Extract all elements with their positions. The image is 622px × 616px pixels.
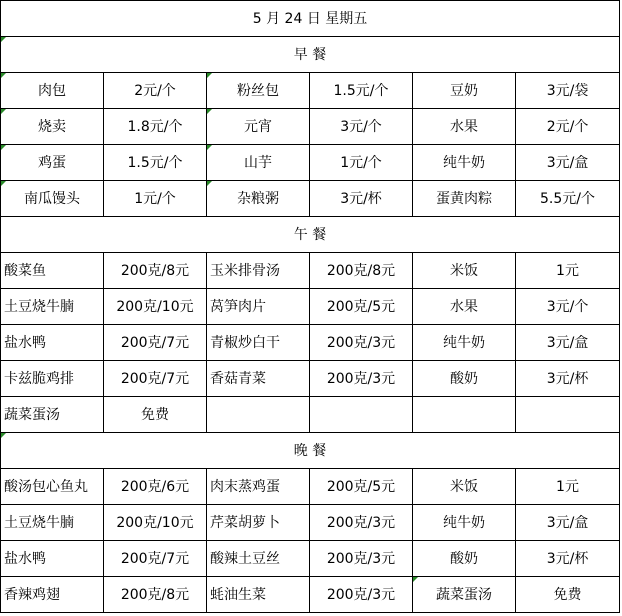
item-price: 200克/7元 [104,361,207,397]
item-price: 5.5元/个 [516,181,620,217]
item-name: 纯牛奶 [413,505,516,541]
item-name: 玉米排骨汤 [207,253,310,289]
item-price: 2元/个 [516,109,620,145]
item-price: 3元/杯 [516,361,620,397]
item-price: 1元/个 [104,181,207,217]
table-row [1,469,620,505]
item-name: 酸菜鱼 [1,253,104,289]
item-name: 蔬菜蛋汤 [1,397,104,433]
item-name: 鸡蛋 [1,145,104,181]
item-price: 200克/3元 [310,577,413,613]
table-row [1,577,620,613]
item-price [516,397,620,433]
item-price: 200克/3元 [310,505,413,541]
item-price: 3元/杯 [516,541,620,577]
item-name: 芹菜胡萝卜 [207,505,310,541]
item-name: 酸奶 [413,541,516,577]
item-price: 3元/袋 [516,73,620,109]
item-name: 莴笋肉片 [207,289,310,325]
item-price: 200克/10元 [104,505,207,541]
breakfast-title: 早 餐 [1,37,620,73]
item-price: 3元/杯 [310,181,413,217]
item-price: 免费 [104,397,207,433]
item-name: 纯牛奶 [413,325,516,361]
item-name: 烧卖 [1,109,104,145]
item-price: 免费 [516,577,620,613]
item-price: 200克/8元 [104,253,207,289]
item-name: 酸汤包心鱼丸 [1,469,104,505]
item-price: 1.5元/个 [310,73,413,109]
item-price: 200克/7元 [104,541,207,577]
item-name: 青椒炒白干 [207,325,310,361]
item-name: 盐水鸭 [1,325,104,361]
item-name: 蚝油生菜 [207,577,310,613]
item-name: 豆奶 [413,73,516,109]
item-price: 3元/盒 [516,145,620,181]
item-name [413,397,516,433]
item-price: 200克/7元 [104,325,207,361]
item-price: 200克/6元 [104,469,207,505]
item-name: 香辣鸡翅 [1,577,104,613]
item-price: 200克/5元 [310,469,413,505]
item-name: 肉末蒸鸡蛋 [207,469,310,505]
item-price: 1元 [516,253,620,289]
item-price: 1元/个 [310,145,413,181]
item-price: 3元/个 [310,109,413,145]
item-name: 元宵 [207,109,310,145]
lunch-title: 午 餐 [1,217,620,253]
item-name: 卡兹脆鸡排 [1,361,104,397]
item-name: 水果 [413,289,516,325]
item-name: 酸奶 [413,361,516,397]
table-row [1,145,620,181]
date-header: 5 月 24 日 星期五 [1,1,620,37]
item-price: 200克/5元 [310,289,413,325]
item-price: 1元 [516,469,620,505]
item-price: 200克/3元 [310,541,413,577]
item-price: 200克/8元 [104,577,207,613]
item-name: 香菇青菜 [207,361,310,397]
table-row [1,397,620,433]
item-price: 1.8元/个 [104,109,207,145]
item-price: 200克/8元 [310,253,413,289]
item-name: 山芋 [207,145,310,181]
item-name: 蛋黄肉粽 [413,181,516,217]
item-name: 纯牛奶 [413,145,516,181]
item-price: 2元/个 [104,73,207,109]
item-price: 200克/3元 [310,361,413,397]
item-price: 200克/3元 [310,325,413,361]
item-name: 水果 [413,109,516,145]
item-name: 米饭 [413,469,516,505]
item-name: 杂粮粥 [207,181,310,217]
table-row [1,289,620,325]
item-name: 粉丝包 [207,73,310,109]
item-name: 肉包 [1,73,104,109]
item-price: 200克/10元 [104,289,207,325]
item-price: 1.5元/个 [104,145,207,181]
table-row [1,253,620,289]
item-name: 酸辣土豆丝 [207,541,310,577]
table-row [1,505,620,541]
table-row [1,325,620,361]
table-row [1,181,620,217]
item-price: 3元/盒 [516,505,620,541]
item-name: 米饭 [413,253,516,289]
dinner-title: 晚 餐 [1,433,620,469]
item-name: 南瓜馒头 [1,181,104,217]
item-name: 蔬菜蛋汤 [413,577,516,613]
table-row [1,73,620,109]
table-row [1,109,620,145]
item-price: 3元/个 [516,289,620,325]
item-name [207,397,310,433]
item-name: 盐水鸭 [1,541,104,577]
item-name: 土豆烧牛腩 [1,505,104,541]
item-price [310,397,413,433]
table-row [1,361,620,397]
item-name: 土豆烧牛腩 [1,289,104,325]
item-price: 3元/盒 [516,325,620,361]
table-row [1,541,620,577]
